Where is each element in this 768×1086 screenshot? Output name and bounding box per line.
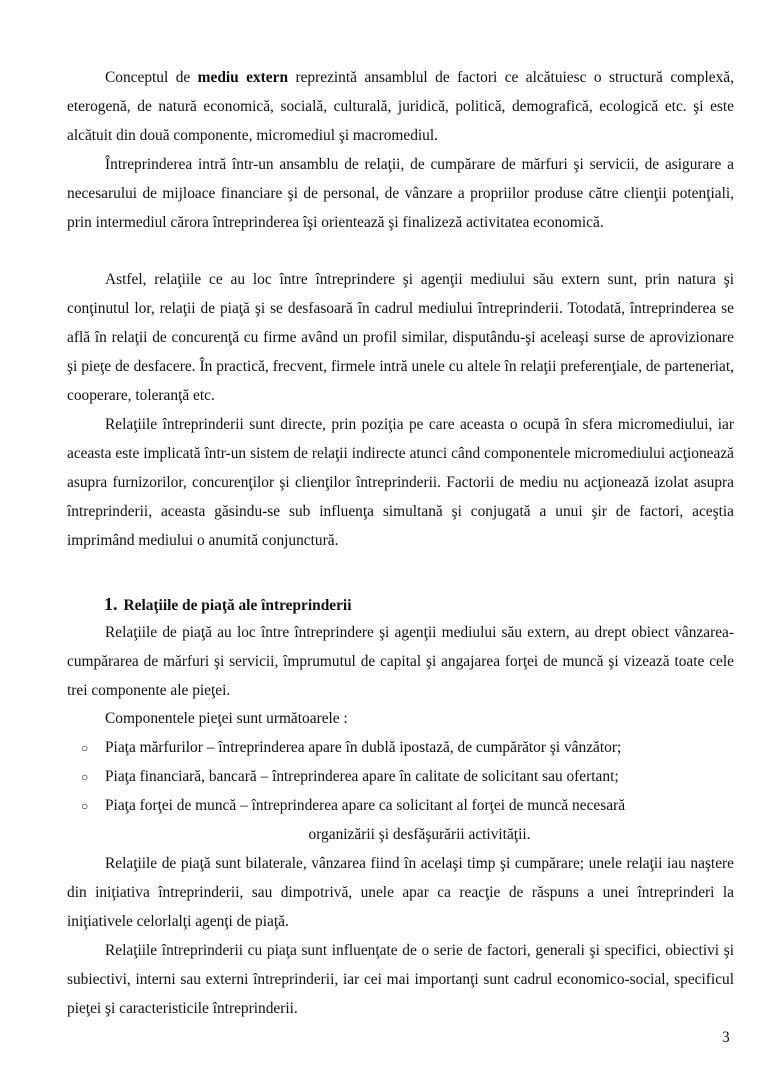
hollow-circle-bullet-icon: ○ bbox=[81, 798, 89, 813]
section-number: 1. bbox=[104, 594, 118, 614]
hollow-circle-bullet-icon: ○ bbox=[81, 769, 89, 784]
list-item-text: Piaţa forţei de muncă – întreprinderea apare ca solicitant al forţei de muncă necesară bbox=[105, 796, 626, 814]
paragraph-1 bbox=[67, 64, 734, 151]
closing-paragraph-1: Relaţiile de piaţă sunt bilaterale, vânzarea fiind în acelaşi timp şi cumpărare; unele relaţii iau naştere din iniţiativa întreprinderii, sau dimpotrivă, unele apar ca reacţie de răspuns a unei întreprinderi la iniţiativele celorlalţi agenţi de piaţă. bbox=[67, 855, 734, 930]
hollow-circle-bullet-icon: ○ bbox=[81, 741, 89, 755]
paragraph-1-post: reprezintă ansamblul de factori ce alcătuiesc o structură complexă, eterogenă, de natură economică, socială, culturală, juridică, politică, demografică, ecologică etc. şi este alcătuit din două componente, micromediul şi macromediul. bbox=[67, 69, 734, 144]
list-item-text: Piaţa mărfurilor – întreprinderea apare în dublă ipostază, de cumpărător şi vânzător; bbox=[105, 739, 622, 756]
section-paragraph-1: Relaţiile de piaţă au loc între întreprindere şi agenţii mediului său extern, au drept obiect vânzarea-cumpărarea de mărfuri şi servicii, împrumutul de capital şi angajarea forţei de muncă şi vizează toate cele trei componente ale pieţei. bbox=[67, 624, 734, 699]
paragraph-1-pre: Conceptul de bbox=[105, 69, 198, 86]
list-item bbox=[67, 734, 734, 763]
page-number: 3 bbox=[722, 1029, 730, 1046]
market-components-list bbox=[67, 734, 734, 850]
paragraph-2: Întreprinderea intră într-un ansamblu de relaţii, de cumpărare de mărfuri şi servicii, de asigurare a necesarului de mijloace financiare şi de personal, de vânzare a propriilor produse către clienţii potenţiali, prin intermediul cărora întreprinderea îşi orientează şi finalizeză activitatea economică. bbox=[67, 156, 734, 231]
paragraph-3: Astfel, relaţiile ce au loc între întreprindere şi agenţii mediului său extern sunt, prin natura şi conţinutul lor, relaţii de piaţă şi se desfasoară în cadrul mediului întreprinderii. Totodată, întreprinderea se află în relaţii de concurenţă cu firme având un profil similar, disputându-şi aceleaşi surse de aprovizionare şi pieţe de desfacere. În practică, frecvent, firmele intră unele cu altele în relaţii preferenţiale, de parteneriat, cooperare, toleranţă etc. bbox=[67, 271, 734, 404]
list-item-text: Piaţa financiară, bancară – întreprinderea apare în calitate de solicitant sau ofertant; bbox=[105, 767, 619, 785]
section-paragraph-2: Componentele pieţei sunt următoarele : bbox=[105, 710, 348, 727]
list-item bbox=[67, 763, 734, 792]
section-heading bbox=[104, 590, 351, 621]
term-mediu-extern: mediu extern bbox=[197, 69, 289, 86]
closing-paragraph-2: Relaţiile întreprinderii cu piaţa sunt influenţate de o serie de factori, generali şi specifici, obiectivi şi subiectivi, interni sau externi întreprinderii, iar cei mai importanţi sunt cadrul economico-social, specificul pieţei şi caracteristicile întreprinderii. bbox=[67, 942, 734, 1017]
section-title: Relaţiile de piaţă ale întreprinderii bbox=[123, 597, 352, 614]
list-item-continuation: organizării şi desfăşurării activităţii. bbox=[308, 825, 531, 843]
list-item bbox=[67, 792, 734, 850]
paragraph-4: Relaţiile întreprinderii sunt directe, prin poziţia pe care aceasta o ocupă în sfera micromediului, iar aceasta este implicată într-un sistem de relaţii indirecte atunci când componentele micromediului acţionează asupra furnizorilor, concurenţilor şi clienţilor întreprinderii. Factorii de mediu nu acţionează izolat asupra întreprinderii, aceasta găsindu-se sub influenţa simultană şi conjugată a unui şir de factori, aceştia imprimând mediului o anumită conjunctură. bbox=[67, 416, 734, 549]
